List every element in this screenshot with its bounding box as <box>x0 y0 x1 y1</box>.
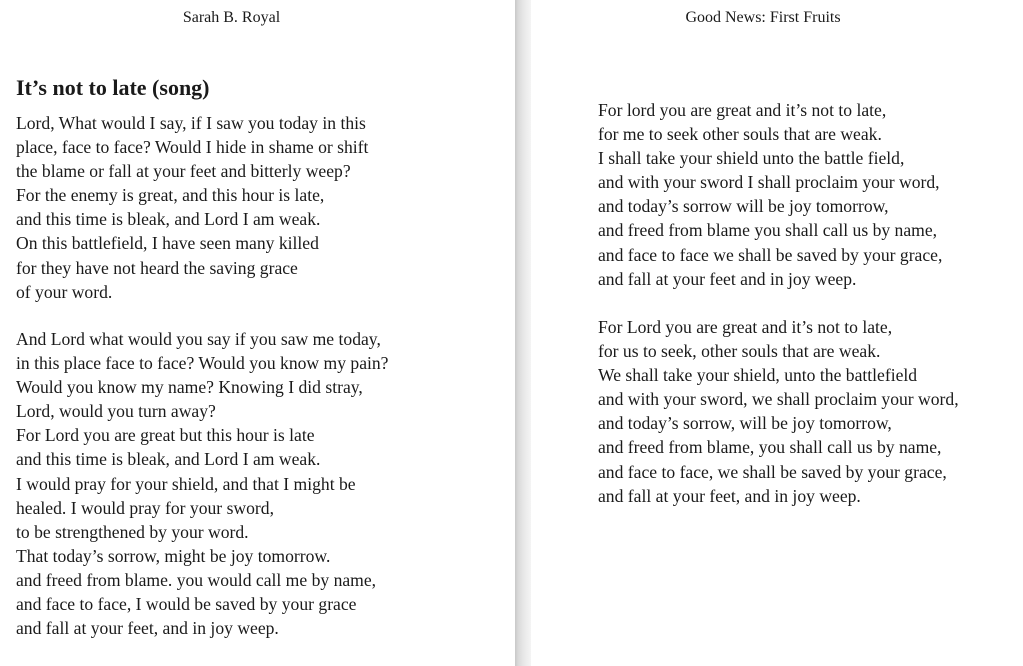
verse-line: and today’s sorrow, will be joy tomorrow, <box>598 413 892 434</box>
verse-line: and fall at your feet, and in joy weep. <box>598 485 861 506</box>
verse-line: For Lord you are great but this hour is late <box>16 425 315 446</box>
left-stanza-2 <box>16 327 389 640</box>
verse-line: of your word. <box>16 281 113 302</box>
verse-line: for they have not heard the saving grace <box>16 257 298 278</box>
verse-line: On this battlefield, I have seen many killed <box>16 233 319 254</box>
verse-line: We shall take your shield, unto the battlefield <box>598 365 918 386</box>
verse-line: That today’s sorrow, might be joy tomorrow. <box>16 545 331 566</box>
verse-line: For Lord you are great and it’s not to late, <box>598 317 893 337</box>
verse-line: and with your sword, we shall proclaim your word, <box>598 389 959 410</box>
verse-line: and today’s sorrow will be joy tomorrow, <box>598 196 889 217</box>
verse-line: in this place face to face? Would you know my pain? <box>16 353 389 374</box>
verse-line: And Lord what would you say if you saw me today, <box>16 329 381 349</box>
verse-line: for me to seek other souls that are weak. <box>598 124 882 145</box>
left-stanza-1 <box>16 111 368 304</box>
verse-line: and face to face, I would be saved by your grace <box>16 594 357 615</box>
verse-line: For the enemy is great, and this hour is late, <box>16 185 325 206</box>
song-title: It’s not to late (song) <box>16 75 210 100</box>
verse-line: and freed from blame you shall call us by name, <box>598 220 938 241</box>
verse-line: and fall at your feet and in joy weep. <box>598 268 857 289</box>
left-page-header: Sarah B. Royal <box>182 9 281 26</box>
right-stanza-1 <box>598 98 942 291</box>
verse-line: I would pray for your shield, and that I might be <box>16 473 356 494</box>
verse-line: healed. I would pray for your sword, <box>16 497 274 518</box>
verse-line: place, face to face? Would I hide in shame or shift <box>16 137 369 158</box>
verse-line: and fall at your feet, and in joy weep. <box>16 618 279 639</box>
verse-line: I shall take your shield unto the battle field, <box>598 148 905 169</box>
verse-line: Would you know my name? Knowing I did stray, <box>16 377 363 398</box>
verse-line: for us to seek, other souls that are weak. <box>598 341 881 362</box>
verse-line: the blame or fall at your feet and bitterly weep? <box>16 161 351 182</box>
verse-line: and face to face, we shall be saved by your grace, <box>598 461 947 482</box>
verse-line: and with your sword I shall proclaim your word, <box>598 172 940 193</box>
right-page <box>531 0 1023 666</box>
verse-line: For lord you are great and it’s not to late, <box>598 100 887 120</box>
verse-line: and this time is bleak, and Lord I am weak. <box>16 449 321 470</box>
verse-line: Lord, What would I say, if I saw you today in this <box>16 113 366 133</box>
verse-line: Lord, would you turn away? <box>16 401 216 422</box>
verse-line: and freed from blame, you shall call us by name, <box>598 437 942 458</box>
verse-line: and this time is bleak, and Lord I am weak. <box>16 209 321 230</box>
right-stanza-2 <box>598 315 959 508</box>
verse-line: and face to face we shall be saved by your grace, <box>598 244 943 265</box>
page-gutter <box>515 0 531 666</box>
right-page-header: Good News: First Fruits <box>685 9 841 26</box>
verse-line: to be strengthened by your word. <box>16 521 249 542</box>
verse-line: and freed from blame. you would call me by name, <box>16 569 377 590</box>
